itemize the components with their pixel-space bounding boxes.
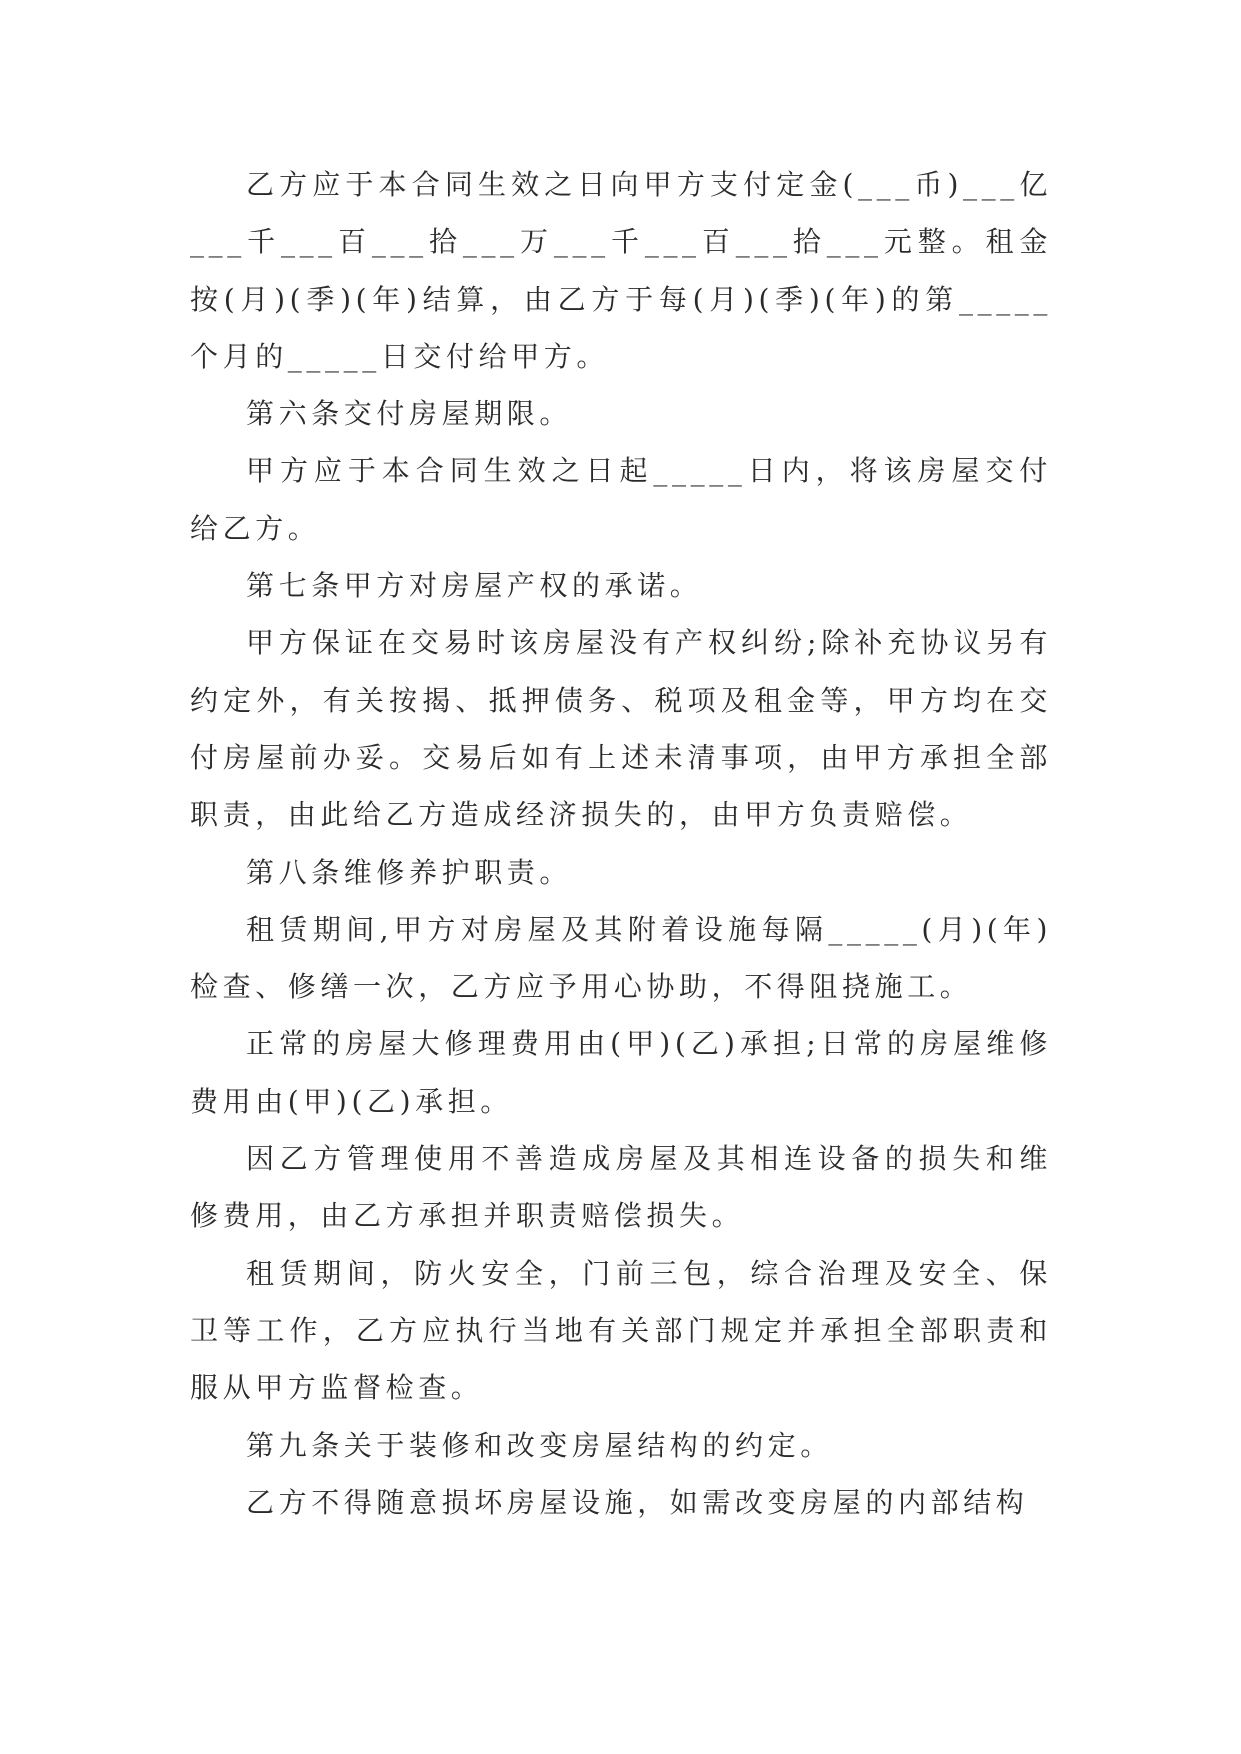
paragraph-inspection: 租赁期间,甲方对房屋及其附着设施每隔_____(月)(年)检查、修缮一次，乙方应予用心协助，不得阻挠施工。 [190, 912, 1052, 1004]
paragraph-repair-costs: 正常的房屋大修理费用由(甲)(乙)承担;日常的房屋维修费用由(甲)(乙)承担。 [190, 1027, 1052, 1118]
article-8-heading: 第八条维修养护职责。 [246, 855, 573, 889]
paragraph-delivery-deadline: 甲方应于本合同生效之日起_____日内，将该房屋交付给乙方。 [190, 454, 1052, 545]
article-9-heading: 第九条关于装修和改变房屋结构的约定。 [246, 1428, 833, 1462]
paragraph-deposit-rent: 乙方应于本合同生效之日向甲方支付定金(___币)___亿___千___百___拾___万___千___百___拾___元整。租金按(月)(季)(年)结算，由乙方于每(月)(季)(年)的第_____个月的_____日交付给甲方。 [190, 168, 1052, 373]
paragraph-renovation: 乙方不得随意损坏房屋设施，如需改变房屋的内部结构 [246, 1485, 1029, 1519]
paragraph-property-rights: 甲方保证在交易时该房屋没有产权纠纷;除补充协议另有约定外，有关按揭、抵押债务、税项及租金等，甲方均在交付房屋前办妥。交易后如有上述未清事项，由甲方承担全部职责，由此给乙方造成经济损失的，由甲方负责赔偿。 [190, 626, 1052, 832]
paragraph-damage-liability: 因乙方管理使用不善造成房屋及其相连设备的损失和维修费用，由乙方承担并职责赔偿损失。 [190, 1142, 1052, 1233]
article-6-heading: 第六条交付房屋期限。 [246, 397, 573, 431]
article-7-heading: 第七条甲方对房屋产权的承诺。 [246, 569, 703, 603]
paragraph-safety-duties: 租赁期间，防火安全，门前三包，综合治理及安全、保卫等工作，乙方应执行当地有关部门规定并承担全部职责和服从甲方监督检查。 [190, 1256, 1052, 1405]
document-body [190, 156, 1052, 1531]
